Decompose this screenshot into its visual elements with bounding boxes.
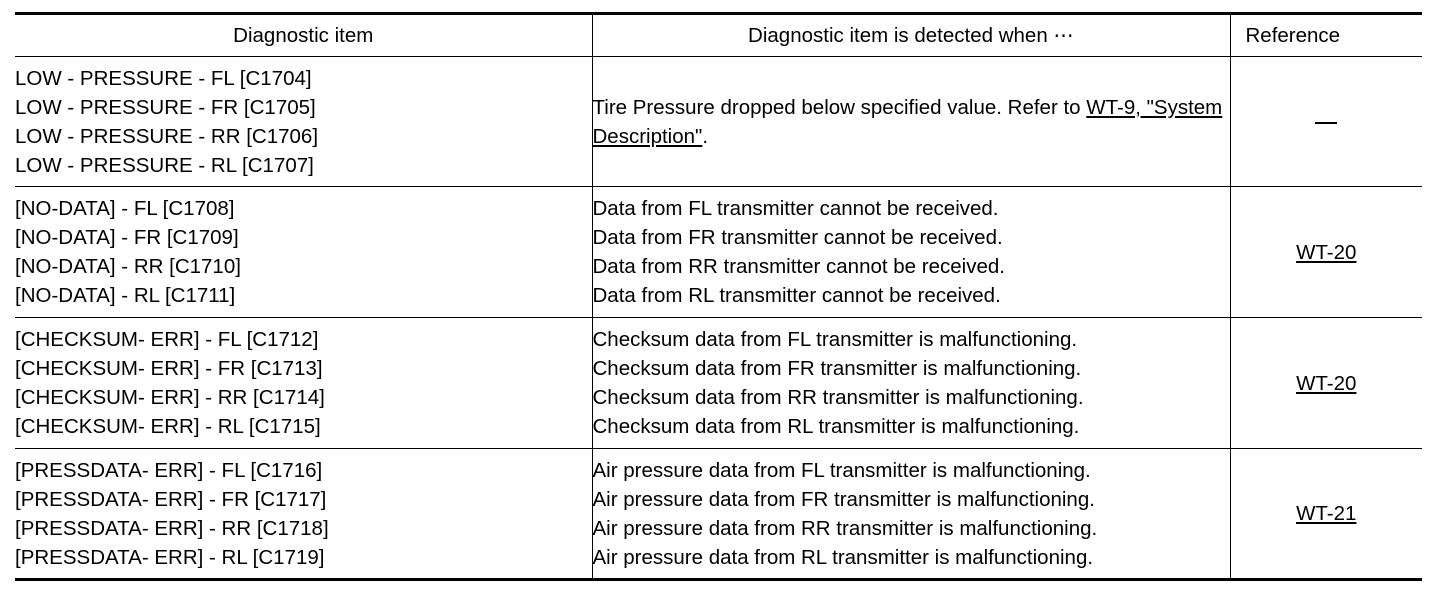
diagnostic-table — [15, 12, 1422, 581]
header-row — [15, 14, 1422, 57]
header-reference: Reference — [1230, 14, 1422, 57]
detection-cell — [592, 187, 1230, 318]
diagnostic-item: [PRESSDATA- ERR] - RR [C1718] — [15, 516, 329, 540]
detection-description: Data from RL transmitter cannot be received. — [592, 284, 1001, 307]
diagnostic-item: [CHECKSUM- ERR] - RL [C1715] — [15, 415, 321, 438]
diagnostic-item: [NO-DATA] - FR [C1709] — [15, 226, 239, 249]
detection-description: Checksum data from FR transmitter is malfunctioning. — [592, 357, 1082, 380]
reference-cell — [1230, 57, 1422, 187]
diagnostic-item: [PRESSDATA- ERR] - FR [C1717] — [15, 487, 327, 511]
table-row — [15, 449, 1422, 580]
detection-description: Checksum data from RR transmitter is malfunctioning. — [592, 386, 1084, 409]
table-row — [15, 187, 1422, 318]
detection-description: Data from FL transmitter cannot be received. — [592, 197, 999, 220]
reference-cell — [1230, 449, 1422, 580]
diagnostic-item: [PRESSDATA- ERR] - FL [C1716] — [15, 458, 323, 482]
header-diagnostic-item: Diagnostic item — [15, 14, 592, 57]
system-description-link[interactable]: WT-9, "System Description" — [592, 95, 1223, 148]
table-row — [15, 57, 1422, 187]
no-reference-dash — [1315, 122, 1337, 124]
diagnostic-item-cell — [15, 187, 592, 318]
reference-link[interactable]: WT-20 — [1296, 371, 1357, 395]
diagnostic-item: LOW - PRESSURE - RR [C1706] — [15, 124, 319, 148]
table-row — [15, 318, 1422, 449]
reference-cell — [1230, 318, 1422, 449]
diagnostic-item: LOW - PRESSURE - FL [C1704] — [15, 66, 312, 90]
header-detected-when: Diagnostic item is detected when ⋯ — [592, 14, 1230, 57]
diagnostic-item-cell — [15, 57, 592, 187]
diagnostic-item: [CHECKSUM- ERR] - FL [C1712] — [15, 328, 319, 351]
reference-link[interactable]: WT-21 — [1296, 502, 1357, 525]
diagnostic-item-cell — [15, 318, 592, 449]
diagnostic-item: [NO-DATA] - RL [C1711] — [15, 284, 236, 307]
diagnostic-item: [CHECKSUM- ERR] - RR [C1714] — [15, 386, 325, 409]
diagnostic-item: [CHECKSUM- ERR] - FR [C1713] — [15, 357, 323, 380]
detection-description: Air pressure data from RL transmitter is malfunctioning. — [592, 545, 1094, 569]
diagnostic-item: [PRESSDATA- ERR] - RL [C1719] — [15, 545, 325, 569]
detection-description: Air pressure data from FR transmitter is malfunctioning. — [592, 487, 1095, 511]
detection-description: Checksum data from FL transmitter is malfunctioning. — [592, 328, 1078, 351]
detection-text: Tire Pressure dropped below specified value. Refer to — [592, 95, 1087, 119]
diagnostic-item: [NO-DATA] - FL [C1708] — [15, 197, 235, 220]
detection-cell — [592, 318, 1230, 449]
detection-description: Data from FR transmitter cannot be received. — [592, 226, 1003, 249]
diagnostic-item: LOW - PRESSURE - FR [C1705] — [15, 95, 316, 119]
reference-link[interactable]: WT-20 — [1296, 240, 1357, 264]
detection-cell — [592, 449, 1230, 580]
diagnostic-item: [NO-DATA] - RR [C1710] — [15, 255, 241, 278]
detection-description: Checksum data from RL transmitter is malfunctioning. — [592, 415, 1080, 438]
reference-cell — [1230, 187, 1422, 318]
detection-description: Data from RR transmitter cannot be received. — [592, 255, 1005, 278]
detection-text-end: . — [702, 124, 709, 148]
detection-description — [593, 96, 1223, 148]
diagnostic-item-cell — [15, 449, 592, 580]
detection-description: Air pressure data from RR transmitter is malfunctioning. — [592, 516, 1098, 540]
detection-description: Air pressure data from FL transmitter is malfunctioning. — [592, 458, 1091, 482]
detection-cell — [592, 57, 1230, 187]
diagnostic-item: LOW - PRESSURE - RL [C1707] — [15, 153, 314, 177]
